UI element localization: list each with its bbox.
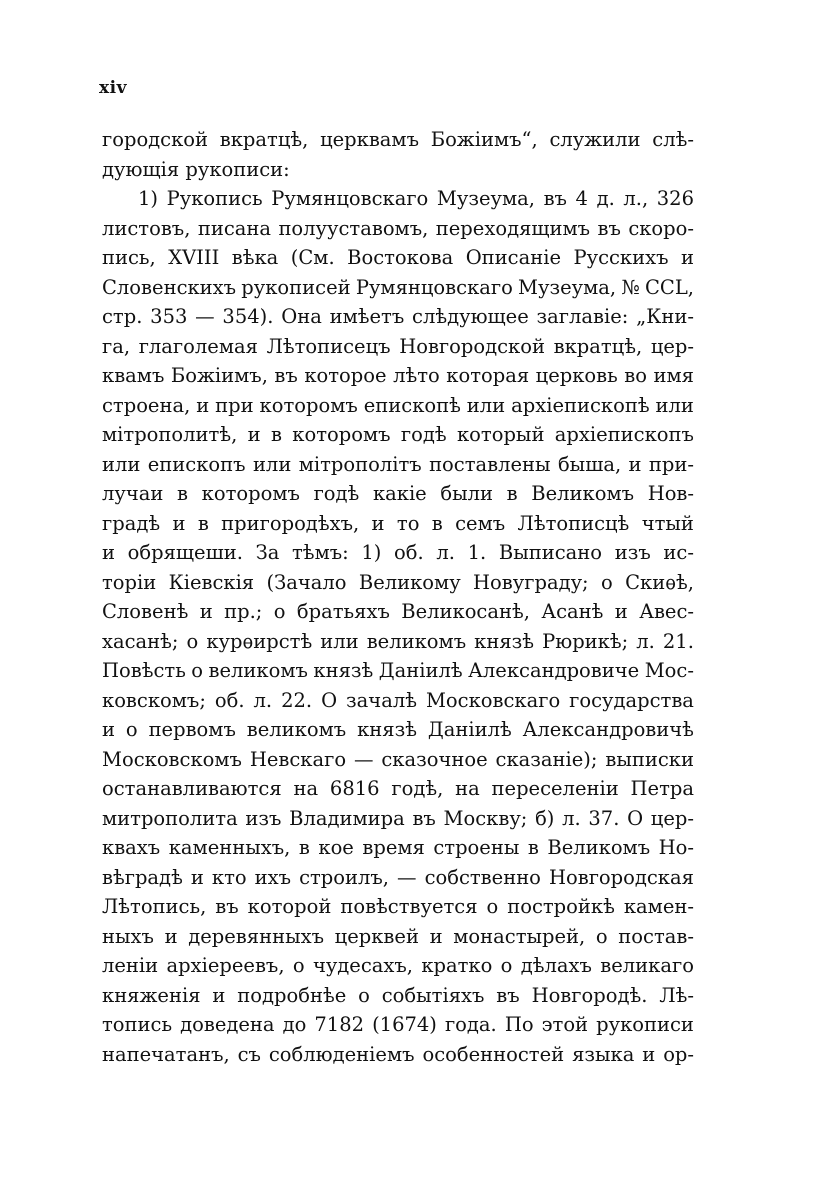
word: л. xyxy=(636,629,655,653)
word: Александровичѣ xyxy=(522,718,694,741)
word: князѣ xyxy=(357,718,417,741)
word: чудесахъ, xyxy=(312,954,413,977)
word: братьяхъ xyxy=(296,600,390,623)
text-line xyxy=(102,951,694,981)
word: государства xyxy=(569,688,694,712)
word: епископъ xyxy=(147,452,246,476)
word: которомъ xyxy=(292,423,391,446)
word: который xyxy=(456,423,545,446)
word: цер- xyxy=(650,334,694,358)
word: Даніилѣ xyxy=(378,659,463,682)
word: которое xyxy=(304,364,387,387)
word: слѣдующее xyxy=(412,305,529,328)
word: ковскомъ; xyxy=(102,688,206,712)
word: в xyxy=(177,482,189,505)
word: Новуграду; xyxy=(473,570,589,594)
word: епископѣ xyxy=(363,393,461,417)
word: 4 xyxy=(575,187,588,210)
word: особенностей xyxy=(422,1042,565,1066)
word: церквамъ xyxy=(320,128,419,151)
text-line xyxy=(102,892,694,922)
word: о xyxy=(595,924,608,948)
page-number: xiv xyxy=(99,78,127,98)
word: 326 xyxy=(656,187,694,210)
word: соблюденіемъ xyxy=(268,1042,415,1066)
word: и xyxy=(164,924,178,948)
word: дѣлахъ xyxy=(520,954,592,977)
word: великомъ xyxy=(246,718,347,741)
word: Кіевскія xyxy=(168,570,255,594)
word: съ xyxy=(237,1042,261,1066)
word: и xyxy=(212,983,226,1007)
word: писана xyxy=(197,216,272,240)
word: Петра xyxy=(630,777,694,800)
word: архіепископѣ xyxy=(511,393,650,417)
word: об. xyxy=(214,688,245,712)
word: и xyxy=(680,246,694,269)
word: лѣто xyxy=(393,364,440,387)
word: на xyxy=(455,777,480,800)
word: № xyxy=(621,275,640,299)
word: какіе xyxy=(372,482,427,505)
text-line xyxy=(102,214,694,244)
word: XVIII xyxy=(168,246,220,269)
word: напечатанъ, xyxy=(102,1042,230,1066)
text-line xyxy=(102,420,694,450)
word: и xyxy=(628,452,642,476)
word: рукописи xyxy=(596,1013,694,1036)
word: Востокова xyxy=(347,246,454,269)
text-line xyxy=(102,450,694,480)
word: останавливаются xyxy=(102,777,282,800)
word: постав- xyxy=(618,924,694,948)
word: или xyxy=(252,452,292,476)
word: Великосанѣ, xyxy=(401,600,530,623)
word: Словенѣ xyxy=(102,600,189,623)
word: выписки xyxy=(605,747,694,771)
word: и xyxy=(172,511,186,535)
word: стр. xyxy=(102,305,143,328)
word: — xyxy=(397,865,417,889)
word: подробнѣе xyxy=(237,983,347,1007)
word: (Зачало xyxy=(266,570,347,594)
word: которомъ xyxy=(201,482,300,505)
text-line xyxy=(102,686,694,716)
word: семъ xyxy=(455,511,506,535)
word: л. xyxy=(436,541,455,564)
word: Румянцовскаго xyxy=(355,275,513,299)
word: имѣетъ xyxy=(329,305,405,328)
word: во xyxy=(624,364,647,387)
word: 1) xyxy=(138,187,159,210)
word: архіепископъ xyxy=(554,423,694,446)
word: года. xyxy=(444,1013,497,1036)
word: языка xyxy=(572,1042,635,1066)
word: топись xyxy=(102,1013,173,1036)
text-line xyxy=(102,361,694,391)
word: изъ xyxy=(245,806,282,830)
word: б) xyxy=(535,806,555,830)
text-line xyxy=(102,1010,694,1040)
word: этой xyxy=(541,1013,589,1036)
word: о xyxy=(125,718,138,741)
word: князѣ xyxy=(474,629,535,653)
text-line xyxy=(102,538,694,568)
word: слѣ- xyxy=(652,128,694,151)
word: Московскаго xyxy=(425,688,561,712)
word: строены xyxy=(433,836,520,859)
word: въ xyxy=(412,806,436,830)
word: Но- xyxy=(658,836,694,859)
text-line xyxy=(102,981,694,1011)
word: курѳирстѣ xyxy=(206,629,313,653)
word: рукописей xyxy=(241,275,351,299)
word: вкратцѣ, xyxy=(553,334,643,358)
text-line xyxy=(102,863,694,893)
word: годѣ xyxy=(313,482,360,505)
word: в xyxy=(270,423,282,446)
word: о xyxy=(273,600,286,623)
word: деревянныхъ xyxy=(188,924,325,948)
word: о xyxy=(500,954,513,977)
word: о xyxy=(191,659,204,682)
word: дующія xyxy=(102,157,180,181)
word: Божіимъ“, xyxy=(430,128,538,151)
word: Нов- xyxy=(647,482,694,505)
text-line xyxy=(102,627,694,657)
word: строена, xyxy=(102,393,191,417)
word: Лѣтописцѣ xyxy=(517,511,630,535)
word: л. xyxy=(253,688,273,712)
word: квахъ xyxy=(102,836,161,859)
text-line xyxy=(102,125,694,155)
word: Новгородская xyxy=(548,865,694,889)
word: Музеума, xyxy=(436,187,535,210)
word: квамъ xyxy=(102,364,165,387)
word: ихъ xyxy=(254,865,292,889)
word: градѣ xyxy=(102,511,161,535)
word: Рюрикѣ; xyxy=(542,629,629,653)
word: великомъ xyxy=(208,659,308,682)
word: переходящимъ xyxy=(435,216,591,240)
word: сказаніе); xyxy=(495,747,598,771)
text-line xyxy=(102,155,694,185)
word: и xyxy=(102,541,115,564)
word: о xyxy=(292,954,305,977)
word: — xyxy=(353,747,374,771)
word: Даніилѣ xyxy=(427,718,512,741)
word: л. xyxy=(562,806,581,830)
word: церковь xyxy=(535,364,618,387)
word: в xyxy=(527,836,539,859)
text-line xyxy=(102,243,694,273)
word: камен- xyxy=(623,895,694,918)
word: Авес- xyxy=(639,600,694,623)
text-line xyxy=(102,597,694,627)
word: 21. xyxy=(662,629,694,653)
word: въ xyxy=(597,216,621,240)
word: и xyxy=(199,600,213,623)
word: при- xyxy=(648,452,694,476)
word: и xyxy=(429,924,443,948)
word: которой xyxy=(247,895,332,918)
word: хасанѣ; xyxy=(102,629,179,653)
word: Повѣсть xyxy=(102,659,186,682)
word: митрополита xyxy=(102,806,238,830)
word: Рукопись xyxy=(166,187,263,210)
text-line xyxy=(102,1040,694,1070)
word: первомъ xyxy=(148,718,236,741)
word: Выписано xyxy=(498,541,603,564)
word: скоро- xyxy=(628,216,694,240)
word: которая xyxy=(446,364,530,387)
word: 353 xyxy=(150,305,188,328)
word: или xyxy=(102,452,141,476)
word: 354). xyxy=(222,305,274,328)
word: служили xyxy=(549,128,641,151)
word: Асанѣ xyxy=(541,600,604,623)
word: 22. xyxy=(281,688,313,712)
text-line xyxy=(102,774,694,804)
word: кто xyxy=(211,865,247,889)
word: мітрополитѣ, xyxy=(102,423,238,446)
word: га, xyxy=(102,334,131,358)
word: князѣ xyxy=(313,659,374,682)
word: ныхъ xyxy=(102,924,154,948)
text-line xyxy=(102,509,694,539)
word: Москву; xyxy=(443,806,528,830)
word: Новгородѣ. xyxy=(531,983,648,1007)
word: вкратцѣ, xyxy=(219,128,309,151)
word: Московскомъ xyxy=(102,747,242,771)
word: 6816 xyxy=(329,777,380,800)
word: 37. xyxy=(588,806,620,830)
word: О xyxy=(627,806,644,830)
text-line xyxy=(102,745,694,775)
word: л., xyxy=(623,187,649,210)
word: и xyxy=(102,718,115,741)
word: лучаи xyxy=(102,482,164,505)
word: об. xyxy=(394,541,424,564)
word: Александровиче xyxy=(468,659,640,682)
word: то xyxy=(396,511,420,535)
word: на xyxy=(293,777,319,800)
text-line xyxy=(102,833,694,863)
text-line xyxy=(102,302,694,332)
text-line xyxy=(102,922,694,952)
word: изъ xyxy=(614,541,651,564)
word: и xyxy=(371,511,385,535)
word: Русскихъ xyxy=(573,246,669,269)
word: 7182 xyxy=(314,1013,365,1036)
word: Румянцовскаго xyxy=(271,187,429,210)
word: пись, xyxy=(102,246,156,269)
word: имя xyxy=(653,364,694,387)
word: каменныхъ, xyxy=(168,836,291,859)
word: годѣ xyxy=(400,423,447,446)
word: О xyxy=(321,688,338,712)
text-line xyxy=(102,391,694,421)
word: и xyxy=(196,393,210,417)
word: обрящеши. xyxy=(127,541,243,564)
word: За xyxy=(255,541,280,564)
word: и xyxy=(190,865,204,889)
word: заглавіе: xyxy=(536,305,629,328)
word: доведена xyxy=(180,1013,275,1036)
word: Лѣтописецъ xyxy=(266,334,391,358)
word: Словенскихъ xyxy=(102,275,237,299)
word: пр.; xyxy=(224,600,263,623)
word: до xyxy=(282,1013,307,1036)
word: 1. xyxy=(467,541,487,564)
word: о xyxy=(186,629,199,653)
word: или xyxy=(655,393,694,417)
word: Музеума, xyxy=(518,275,617,299)
word: княженія xyxy=(102,983,201,1007)
word: монастырей, xyxy=(453,924,586,948)
word: при xyxy=(215,393,254,417)
text-line xyxy=(102,332,694,362)
word: Мос- xyxy=(644,659,694,682)
word: городской xyxy=(102,128,209,151)
word: событіяхъ xyxy=(381,983,485,1007)
word: цер- xyxy=(650,806,694,830)
text-line xyxy=(102,568,694,598)
word: о xyxy=(358,983,370,1007)
word: годѣ, xyxy=(391,777,444,800)
word: По xyxy=(504,1013,534,1036)
word: быша, xyxy=(557,452,622,476)
text-line xyxy=(102,273,694,303)
body-text xyxy=(102,125,694,1069)
word: вѣградѣ xyxy=(102,865,183,889)
word: въ xyxy=(543,187,567,210)
word: 1) xyxy=(361,541,382,564)
word: чтый xyxy=(641,511,694,535)
word: д. xyxy=(596,187,615,210)
word: или xyxy=(466,393,506,417)
word: постройкѣ xyxy=(507,895,615,918)
text-line xyxy=(102,479,694,509)
word: Невскаго xyxy=(249,747,347,771)
word: Владимира xyxy=(289,806,405,830)
word: поставлены xyxy=(429,452,551,476)
word: мітрополітъ xyxy=(298,452,422,476)
word: въ xyxy=(274,364,298,387)
word: Скиѳѣ, xyxy=(625,570,694,594)
word: полууставомъ, xyxy=(278,216,429,240)
word: время xyxy=(362,836,425,859)
word: листовъ, xyxy=(102,216,191,240)
word: в xyxy=(298,836,310,859)
word: Великомъ xyxy=(547,836,651,859)
word: в xyxy=(431,511,443,535)
word: о xyxy=(486,895,499,918)
word: Описаніе xyxy=(465,246,561,269)
word: ор- xyxy=(663,1042,694,1066)
text-line xyxy=(102,715,694,745)
word: въ xyxy=(496,983,520,1007)
word: Она xyxy=(281,305,322,328)
word: — xyxy=(195,305,215,328)
word: въ xyxy=(215,895,239,918)
word: (1674) xyxy=(372,1013,437,1036)
word: пригородѣхъ, xyxy=(221,511,360,535)
word: и xyxy=(614,600,628,623)
word: (См. xyxy=(290,246,335,269)
word: великомъ xyxy=(366,629,467,653)
word: кратко xyxy=(421,954,493,977)
word: ис- xyxy=(663,541,694,564)
word: строилъ, xyxy=(299,865,389,889)
word: в xyxy=(506,482,518,505)
word: „Кни- xyxy=(636,305,694,328)
word: о xyxy=(600,570,613,594)
word: Божіимъ, xyxy=(170,364,268,387)
word: собственно xyxy=(424,865,541,889)
word: Новгородской xyxy=(399,334,545,358)
word: сказочное xyxy=(381,747,488,771)
word: CCL, xyxy=(645,275,694,299)
word: и xyxy=(247,423,261,446)
word: вѣка xyxy=(231,246,279,269)
word: кое xyxy=(318,836,354,859)
text-line xyxy=(102,656,694,686)
word: Лѣтопись, xyxy=(102,895,207,918)
word: Великомъ xyxy=(531,482,635,505)
word: Лѣ- xyxy=(659,983,694,1007)
text-line xyxy=(102,804,694,834)
word: Великому xyxy=(358,570,461,594)
word: церквей xyxy=(334,924,419,948)
word: были xyxy=(440,482,494,505)
word: повѣствуется xyxy=(340,895,478,918)
word: великаго xyxy=(600,954,694,977)
word: леніи xyxy=(102,954,159,977)
word: глаголемая xyxy=(138,334,258,358)
word: тѣмъ: xyxy=(292,541,349,564)
word: торіи xyxy=(102,570,157,594)
word: и xyxy=(642,1042,656,1066)
word: зачалѣ xyxy=(346,688,417,712)
word: рукописи: xyxy=(185,157,290,181)
word: архіереевъ, xyxy=(166,954,285,977)
word: или xyxy=(320,629,359,653)
word: переселеніи xyxy=(491,777,619,800)
text-line xyxy=(102,184,694,214)
word: которомъ xyxy=(259,393,358,417)
word: в xyxy=(197,511,209,535)
